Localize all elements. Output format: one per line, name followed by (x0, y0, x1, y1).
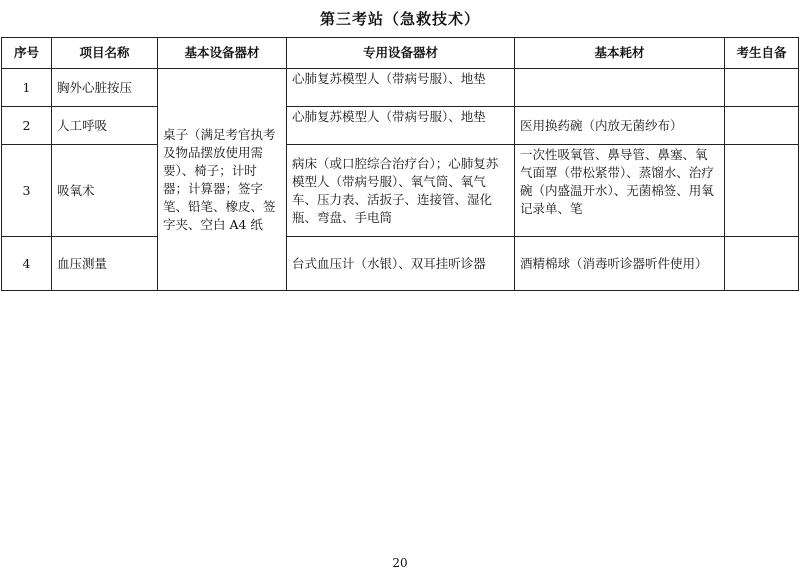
page-title: 第三考站（急救技术） (319, 10, 480, 28)
row-consumables: 一次性吸氧管、鼻导管、鼻塞、氧气面罩（带松紧带）、蒸馏水、治疗碗（内盛温开水）、无菌棉签、用氧记录单、笔 (515, 145, 725, 237)
row-consumables: 酒精棉球（消毒听诊器听件使用） (515, 237, 725, 291)
header-basic-equipment: 基本设备器材 (158, 38, 287, 69)
equipment-table (1, 37, 799, 291)
row-self (725, 237, 799, 291)
basic-equipment-cell: 桌子（满足考官执考及物品摆放使用需要）、椅子；计时器；计算器；签字笔、铅笔、橡皮、签字夹、空白 A4 纸 (158, 69, 287, 291)
row-item: 吸氧术 (52, 145, 158, 237)
row-consumables (515, 69, 725, 107)
header-seq: 序号 (2, 38, 52, 69)
row-self (725, 107, 799, 145)
row-special: 病床（或口腔综合治疗台）；心肺复苏模型人（带病号服）、氧气筒、氧气车、压力表、活扳子、连接管、湿化瓶、弯盘、手电筒 (287, 145, 515, 237)
table-row (2, 69, 799, 107)
table-row (2, 145, 799, 237)
row-self (725, 69, 799, 107)
table-row (2, 107, 799, 145)
header-row (2, 38, 799, 69)
table-row (2, 237, 799, 291)
row-consumables: 医用换药碗（内放无菌纱布） (515, 107, 725, 145)
row-item: 胸外心脏按压 (52, 69, 158, 107)
header-item: 项目名称 (52, 38, 158, 69)
row-seq: 1 (2, 69, 52, 107)
row-item: 人工呼吸 (52, 107, 158, 145)
row-seq: 4 (2, 237, 52, 291)
row-special: 台式血压计（水银）、双耳挂听诊器 (287, 237, 515, 291)
page-number: 20 (392, 556, 408, 570)
header-consumables: 基本耗材 (515, 38, 725, 69)
header-self-prepared: 考生自备 (725, 38, 799, 69)
row-seq: 2 (2, 107, 52, 145)
row-self (725, 145, 799, 237)
row-special: 心肺复苏模型人（带病号服）、地垫 (287, 107, 515, 145)
row-item: 血压测量 (52, 237, 158, 291)
row-special: 心肺复苏模型人（带病号服）、地垫 (287, 69, 515, 107)
row-seq: 3 (2, 145, 52, 237)
header-special-equipment: 专用设备器材 (287, 38, 515, 69)
